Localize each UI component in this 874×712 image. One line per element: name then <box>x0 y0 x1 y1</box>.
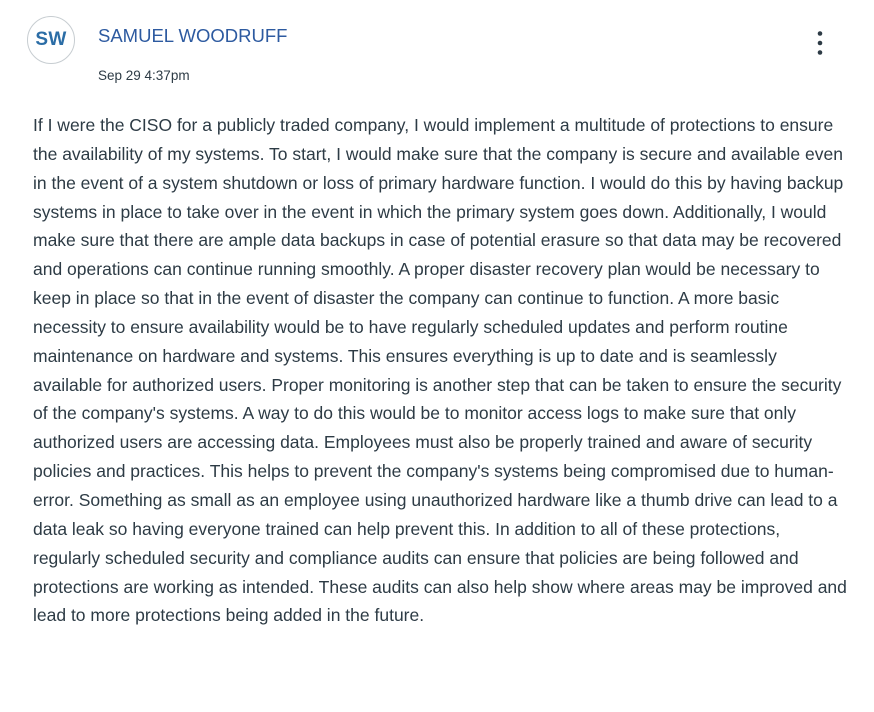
author-name-link[interactable]: SAMUEL WOODRUFF <box>98 25 288 46</box>
author-avatar[interactable] <box>27 16 75 64</box>
post-body: If I were the CISO for a publicly traded company, I would implement a multitude of protections to ensure the availability of my systems. To start, I would make sure that the company is secure and available even in the event of a system shutdown or loss of primary hardware function. I would do this by having backup systems in place to take over in the event in which the primary system goes down. Additionally, I would make sure that there are ample data backups in case of potential erasure so that data may be recovered and operations can continue running smoothly. A proper disaster recovery plan would be necessary to keep in place so that in the event of disaster the company can continue to function. A more basic necessity to ensure availability would be to have regularly scheduled updates and perform routine maintenance on hardware and systems. This ensures everything is up to date and is seamlessly available for authorized users. Proper monitoring is another step that can be taken to ensure the security of the company's systems. A way to do this would be to monitor access logs to make sure that only authorized users are accessing data. Employees must also be properly trained and aware of security policies and practices. This helps to prevent the company's systems being compromised due to human-error. Something as small as an employee using unauthorized hardware like a thumb drive can lead to a data leak so having everyone trained can help prevent this. In addition to all of these protections, regularly scheduled security and compliance audits can ensure that policies are being followed and protections are working as intended. These audits can also help show where areas may be improved and lead to more protections being added in the future. <box>33 115 847 626</box>
avatar-initials: SW <box>35 29 67 50</box>
post-options-button[interactable] <box>808 28 832 58</box>
post-timestamp: Sep 29 4:37pm <box>98 68 190 83</box>
kebab-vertical-icon <box>817 30 823 56</box>
